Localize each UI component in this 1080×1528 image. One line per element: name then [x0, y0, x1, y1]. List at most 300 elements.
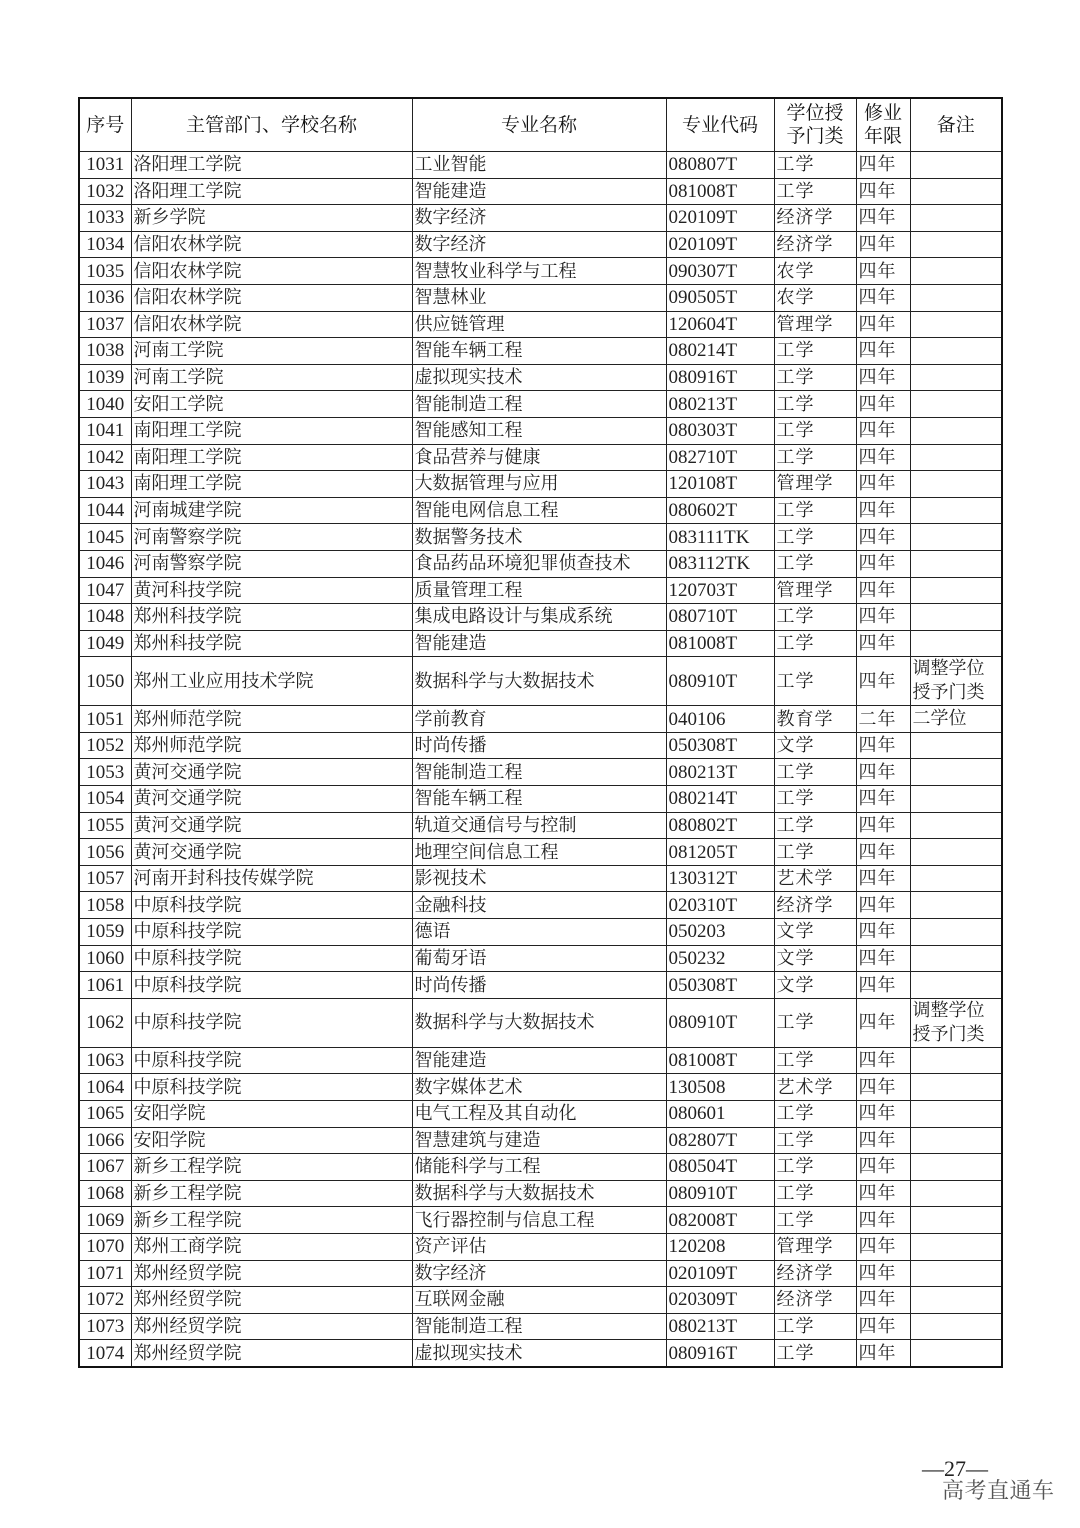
cell-no: 1058	[79, 892, 131, 919]
cell-category: 工学	[774, 1127, 856, 1154]
watermark: 高考直通车	[942, 1479, 1055, 1504]
table-row	[79, 1074, 1002, 1101]
cell-years: 四年	[856, 178, 910, 205]
cell-code: 080214T	[666, 786, 774, 813]
cell-school: 郑州经贸学院	[131, 1287, 412, 1314]
cell-no: 1053	[79, 759, 131, 786]
cell-no: 1037	[79, 311, 131, 338]
cell-no: 1031	[79, 152, 131, 179]
cell-major: 智能电网信息工程	[412, 497, 666, 524]
table-row	[79, 471, 1002, 498]
cell-years: 四年	[856, 630, 910, 657]
cell-no: 1045	[79, 524, 131, 551]
cell-years: 四年	[856, 1101, 910, 1128]
cell-no: 1065	[79, 1101, 131, 1128]
header-code: 专业代码	[666, 98, 774, 152]
cell-category: 工学	[774, 1207, 856, 1234]
cell-code: 080910T	[666, 657, 774, 706]
cell-school: 新乡工程学院	[131, 1180, 412, 1207]
cell-note	[910, 1074, 1002, 1101]
cell-years: 四年	[856, 732, 910, 759]
cell-category: 经济学	[774, 231, 856, 258]
cell-no: 1039	[79, 364, 131, 391]
cell-category: 管理学	[774, 577, 856, 604]
cell-school: 新乡学院	[131, 205, 412, 232]
cell-note	[910, 338, 1002, 365]
table-row	[79, 178, 1002, 205]
table-row	[79, 604, 1002, 631]
table-row	[79, 417, 1002, 444]
cell-school: 中原科技学院	[131, 1074, 412, 1101]
cell-no: 1074	[79, 1340, 131, 1367]
cell-note	[910, 284, 1002, 311]
cell-category: 工学	[774, 444, 856, 471]
cell-no: 1071	[79, 1260, 131, 1287]
cell-category: 工学	[774, 178, 856, 205]
cell-code: 080916T	[666, 364, 774, 391]
table-row	[79, 759, 1002, 786]
cell-years: 四年	[856, 604, 910, 631]
cell-years: 四年	[856, 444, 910, 471]
header-category-line2: 予门类	[786, 125, 844, 147]
cell-major: 地理空间信息工程	[412, 839, 666, 866]
cell-note	[910, 812, 1002, 839]
cell-category: 工学	[774, 550, 856, 577]
cell-years: 四年	[856, 759, 910, 786]
cell-no: 1060	[79, 945, 131, 972]
cell-note	[910, 1287, 1002, 1314]
cell-no: 1055	[79, 812, 131, 839]
cell-note	[910, 759, 1002, 786]
cell-note	[910, 1313, 1002, 1340]
cell-school: 南阳理工学院	[131, 471, 412, 498]
cell-school: 河南警察学院	[131, 524, 412, 551]
cell-note	[910, 865, 1002, 892]
cell-note	[910, 1180, 1002, 1207]
cell-school: 郑州科技学院	[131, 630, 412, 657]
cell-note	[910, 919, 1002, 946]
cell-category: 教育学	[774, 706, 856, 733]
cell-category: 工学	[774, 604, 856, 631]
cell-category: 管理学	[774, 311, 856, 338]
cell-school: 郑州经贸学院	[131, 1260, 412, 1287]
cell-school: 信阳农林学院	[131, 231, 412, 258]
table-row	[79, 998, 1002, 1047]
cell-category: 工学	[774, 998, 856, 1047]
header-note: 备注	[910, 98, 1002, 152]
cell-category: 管理学	[774, 471, 856, 498]
table-row	[79, 630, 1002, 657]
cell-code: 080504T	[666, 1154, 774, 1181]
cell-no: 1042	[79, 444, 131, 471]
cell-code: 050232	[666, 945, 774, 972]
cell-years: 四年	[856, 417, 910, 444]
cell-no: 1038	[79, 338, 131, 365]
cell-code: 080213T	[666, 391, 774, 418]
majors-table	[78, 97, 1003, 1368]
cell-school: 河南警察学院	[131, 550, 412, 577]
cell-code: 083112TK	[666, 550, 774, 577]
cell-years: 四年	[856, 839, 910, 866]
cell-code: 050308T	[666, 732, 774, 759]
cell-major: 智慧建筑与建造	[412, 1127, 666, 1154]
cell-category: 文学	[774, 732, 856, 759]
cell-major: 工业智能	[412, 152, 666, 179]
cell-note	[910, 604, 1002, 631]
cell-category: 工学	[774, 152, 856, 179]
table-row	[79, 524, 1002, 551]
cell-school: 河南工学院	[131, 364, 412, 391]
cell-no: 1047	[79, 577, 131, 604]
cell-code: 040106	[666, 706, 774, 733]
cell-code: 080214T	[666, 338, 774, 365]
cell-school: 洛阳理工学院	[131, 152, 412, 179]
cell-school: 黄河交通学院	[131, 839, 412, 866]
cell-major: 电气工程及其自动化	[412, 1101, 666, 1128]
cell-note: 二学位	[910, 706, 1002, 733]
table-row	[79, 577, 1002, 604]
cell-code: 020109T	[666, 205, 774, 232]
cell-code: 080916T	[666, 1340, 774, 1367]
cell-code: 120703T	[666, 577, 774, 604]
cell-years: 四年	[856, 786, 910, 813]
cell-code: 082807T	[666, 1127, 774, 1154]
cell-school: 新乡工程学院	[131, 1154, 412, 1181]
cell-school: 河南工学院	[131, 338, 412, 365]
table-row	[79, 657, 1002, 706]
cell-major: 质量管理工程	[412, 577, 666, 604]
cell-category: 农学	[774, 258, 856, 285]
cell-note	[910, 945, 1002, 972]
cell-major: 集成电路设计与集成系统	[412, 604, 666, 631]
cell-note	[910, 205, 1002, 232]
cell-no: 1066	[79, 1127, 131, 1154]
cell-school: 河南开封科技传媒学院	[131, 865, 412, 892]
header-category	[774, 98, 856, 152]
cell-no: 1052	[79, 732, 131, 759]
cell-category: 工学	[774, 657, 856, 706]
cell-category: 工学	[774, 417, 856, 444]
cell-note	[910, 1154, 1002, 1181]
cell-category: 农学	[774, 284, 856, 311]
cell-no: 1032	[79, 178, 131, 205]
cell-code: 083111TK	[666, 524, 774, 551]
cell-years: 四年	[856, 231, 910, 258]
cell-major: 葡萄牙语	[412, 945, 666, 972]
cell-note	[910, 972, 1002, 999]
cell-no: 1044	[79, 497, 131, 524]
table-row	[79, 497, 1002, 524]
cell-school: 洛阳理工学院	[131, 178, 412, 205]
cell-major: 德语	[412, 919, 666, 946]
cell-code: 120208	[666, 1233, 774, 1260]
cell-years: 四年	[856, 1207, 910, 1234]
cell-major: 数据警务技术	[412, 524, 666, 551]
table-header-row	[79, 98, 1002, 152]
cell-category: 工学	[774, 839, 856, 866]
cell-major: 智能建造	[412, 630, 666, 657]
cell-category: 经济学	[774, 205, 856, 232]
cell-no: 1069	[79, 1207, 131, 1234]
cell-major: 数据科学与大数据技术	[412, 998, 666, 1047]
cell-major: 数字经济	[412, 205, 666, 232]
cell-no: 1059	[79, 919, 131, 946]
table-row	[79, 338, 1002, 365]
cell-note	[910, 1047, 1002, 1074]
cell-code: 120604T	[666, 311, 774, 338]
cell-years: 四年	[856, 524, 910, 551]
cell-code: 080807T	[666, 152, 774, 179]
table-row	[79, 1287, 1002, 1314]
cell-category: 经济学	[774, 1287, 856, 1314]
cell-code: 020109T	[666, 1260, 774, 1287]
table-row	[79, 311, 1002, 338]
table-row	[79, 919, 1002, 946]
cell-school: 安阳工学院	[131, 391, 412, 418]
cell-note	[910, 417, 1002, 444]
cell-years: 四年	[856, 471, 910, 498]
table-row	[79, 1180, 1002, 1207]
cell-note	[910, 444, 1002, 471]
page-number: —27—	[922, 1456, 988, 1481]
cell-major: 数字媒体艺术	[412, 1074, 666, 1101]
cell-school: 中原科技学院	[131, 1047, 412, 1074]
cell-code: 081008T	[666, 630, 774, 657]
cell-category: 工学	[774, 1340, 856, 1367]
cell-years: 四年	[856, 1313, 910, 1340]
cell-years: 四年	[856, 258, 910, 285]
cell-no: 1046	[79, 550, 131, 577]
cell-major: 食品营养与健康	[412, 444, 666, 471]
table-row	[79, 284, 1002, 311]
cell-no: 1050	[79, 657, 131, 706]
cell-school: 黄河交通学院	[131, 759, 412, 786]
cell-no: 1070	[79, 1233, 131, 1260]
cell-major: 数字经济	[412, 231, 666, 258]
cell-note	[910, 1233, 1002, 1260]
cell-no: 1067	[79, 1154, 131, 1181]
table-row	[79, 205, 1002, 232]
cell-code: 090505T	[666, 284, 774, 311]
cell-years: 四年	[856, 998, 910, 1047]
header-no: 序号	[79, 98, 131, 152]
cell-code: 082008T	[666, 1207, 774, 1234]
cell-note	[910, 1101, 1002, 1128]
cell-school: 郑州工商学院	[131, 1233, 412, 1260]
cell-note	[910, 577, 1002, 604]
cell-category: 工学	[774, 1313, 856, 1340]
cell-no: 1051	[79, 706, 131, 733]
table-row	[79, 839, 1002, 866]
cell-major: 智能车辆工程	[412, 786, 666, 813]
cell-school: 郑州经贸学院	[131, 1340, 412, 1367]
cell-major: 智能制造工程	[412, 391, 666, 418]
cell-school: 中原科技学院	[131, 892, 412, 919]
table-row	[79, 364, 1002, 391]
table-row	[79, 945, 1002, 972]
cell-note	[910, 892, 1002, 919]
cell-category: 经济学	[774, 892, 856, 919]
cell-school: 信阳农林学院	[131, 258, 412, 285]
cell-years: 四年	[856, 391, 910, 418]
cell-school: 河南城建学院	[131, 497, 412, 524]
table-row	[79, 865, 1002, 892]
cell-category: 工学	[774, 497, 856, 524]
cell-no: 1073	[79, 1313, 131, 1340]
cell-major: 智能制造工程	[412, 759, 666, 786]
cell-major: 互联网金融	[412, 1287, 666, 1314]
cell-years: 四年	[856, 865, 910, 892]
cell-category: 工学	[774, 812, 856, 839]
cell-code: 050203	[666, 919, 774, 946]
cell-school: 中原科技学院	[131, 919, 412, 946]
cell-school: 安阳学院	[131, 1127, 412, 1154]
table-row	[79, 152, 1002, 179]
table-row	[79, 1207, 1002, 1234]
cell-major: 智能车辆工程	[412, 338, 666, 365]
table-row	[79, 231, 1002, 258]
cell-code: 020109T	[666, 231, 774, 258]
cell-major: 资产评估	[412, 1233, 666, 1260]
header-years	[856, 98, 910, 152]
cell-years: 四年	[856, 945, 910, 972]
cell-note	[910, 364, 1002, 391]
cell-years: 四年	[856, 1260, 910, 1287]
header-years-line2: 年限	[863, 125, 902, 147]
cell-note	[910, 178, 1002, 205]
cell-years: 四年	[856, 1233, 910, 1260]
cell-code: 081008T	[666, 1047, 774, 1074]
cell-note: 调整学位授予门类	[910, 998, 1002, 1047]
cell-school: 南阳理工学院	[131, 417, 412, 444]
cell-no: 1063	[79, 1047, 131, 1074]
cell-years: 四年	[856, 1154, 910, 1181]
cell-years: 四年	[856, 812, 910, 839]
cell-years: 四年	[856, 657, 910, 706]
cell-code: 080303T	[666, 417, 774, 444]
cell-code: 020309T	[666, 1287, 774, 1314]
cell-major: 供应链管理	[412, 311, 666, 338]
cell-years: 四年	[856, 972, 910, 999]
cell-years: 四年	[856, 1340, 910, 1367]
cell-years: 四年	[856, 1127, 910, 1154]
cell-category: 工学	[774, 759, 856, 786]
cell-category: 工学	[774, 1154, 856, 1181]
table-row	[79, 1127, 1002, 1154]
cell-years: 四年	[856, 1287, 910, 1314]
cell-code: 130312T	[666, 865, 774, 892]
table-row	[79, 1047, 1002, 1074]
table-body	[79, 152, 1002, 1367]
cell-category: 工学	[774, 1101, 856, 1128]
cell-category: 文学	[774, 919, 856, 946]
cell-code: 080601	[666, 1101, 774, 1128]
cell-category: 工学	[774, 524, 856, 551]
cell-no: 1034	[79, 231, 131, 258]
cell-major: 智能感知工程	[412, 417, 666, 444]
cell-school: 信阳农林学院	[131, 311, 412, 338]
cell-note	[910, 1207, 1002, 1234]
cell-code: 080602T	[666, 497, 774, 524]
cell-no: 1062	[79, 998, 131, 1047]
cell-note	[910, 630, 1002, 657]
cell-no: 1041	[79, 417, 131, 444]
cell-years: 四年	[856, 338, 910, 365]
table-row	[79, 1260, 1002, 1287]
cell-code: 080910T	[666, 998, 774, 1047]
cell-code: 050308T	[666, 972, 774, 999]
cell-no: 1054	[79, 786, 131, 813]
cell-code: 020310T	[666, 892, 774, 919]
cell-years: 四年	[856, 1074, 910, 1101]
cell-no: 1057	[79, 865, 131, 892]
cell-category: 工学	[774, 338, 856, 365]
cell-major: 储能科学与工程	[412, 1154, 666, 1181]
cell-school: 安阳学院	[131, 1101, 412, 1128]
cell-category: 文学	[774, 972, 856, 999]
cell-major: 虚拟现实技术	[412, 1340, 666, 1367]
table-row	[79, 812, 1002, 839]
table-row	[79, 1233, 1002, 1260]
header-years-line1: 修业	[863, 102, 902, 124]
table-row	[79, 786, 1002, 813]
cell-category: 工学	[774, 364, 856, 391]
cell-note	[910, 497, 1002, 524]
cell-note	[910, 1260, 1002, 1287]
cell-note	[910, 732, 1002, 759]
cell-major: 时尚传播	[412, 732, 666, 759]
cell-no: 1043	[79, 471, 131, 498]
cell-no: 1035	[79, 258, 131, 285]
cell-category: 艺术学	[774, 865, 856, 892]
cell-years: 四年	[856, 1180, 910, 1207]
cell-category: 工学	[774, 786, 856, 813]
cell-category: 经济学	[774, 1260, 856, 1287]
cell-note	[910, 550, 1002, 577]
cell-years: 二年	[856, 706, 910, 733]
cell-major: 时尚传播	[412, 972, 666, 999]
cell-note	[910, 786, 1002, 813]
cell-category: 工学	[774, 1047, 856, 1074]
cell-years: 四年	[856, 577, 910, 604]
cell-school: 郑州经贸学院	[131, 1313, 412, 1340]
cell-category: 艺术学	[774, 1074, 856, 1101]
cell-major: 金融科技	[412, 892, 666, 919]
cell-no: 1068	[79, 1180, 131, 1207]
cell-major: 数据科学与大数据技术	[412, 657, 666, 706]
cell-years: 四年	[856, 205, 910, 232]
cell-years: 四年	[856, 1047, 910, 1074]
cell-note	[910, 311, 1002, 338]
cell-code: 090307T	[666, 258, 774, 285]
cell-school: 信阳农林学院	[131, 284, 412, 311]
cell-major: 食品药品环境犯罪侦查技术	[412, 550, 666, 577]
cell-school: 郑州师范学院	[131, 732, 412, 759]
cell-major: 智慧林业	[412, 284, 666, 311]
cell-major: 影视技术	[412, 865, 666, 892]
cell-major: 智能建造	[412, 1047, 666, 1074]
cell-category: 文学	[774, 945, 856, 972]
cell-no: 1036	[79, 284, 131, 311]
cell-school: 中原科技学院	[131, 945, 412, 972]
table-row	[79, 1101, 1002, 1128]
cell-years: 四年	[856, 284, 910, 311]
cell-years: 四年	[856, 311, 910, 338]
cell-years: 四年	[856, 919, 910, 946]
cell-no: 1049	[79, 630, 131, 657]
cell-no: 1048	[79, 604, 131, 631]
cell-school: 新乡工程学院	[131, 1207, 412, 1234]
